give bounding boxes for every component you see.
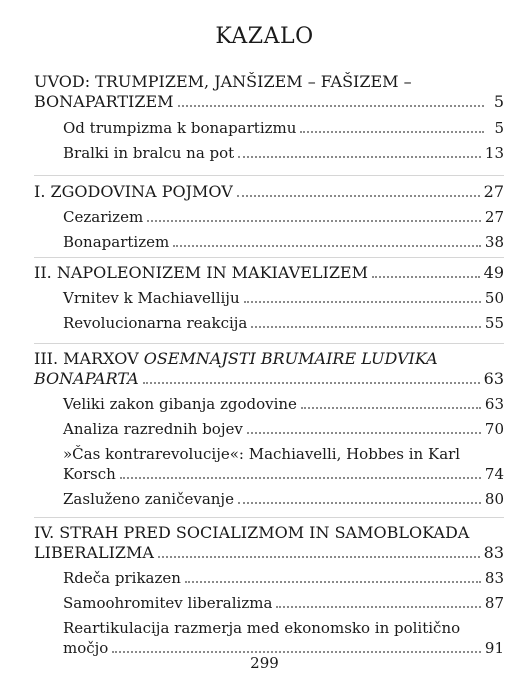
dot-leader — [185, 581, 481, 583]
toc-entry-label: Zasluženo zaničevanje — [63, 490, 234, 508]
toc-entry-label: Vrnitev k Machiavelliju — [63, 289, 240, 307]
dot-leader — [247, 432, 481, 434]
toc-section-heading[interactable] — [34, 543, 504, 563]
dot-leader — [238, 156, 481, 158]
dot-leader — [120, 477, 481, 479]
toc-page-number: 83 — [484, 569, 504, 587]
dot-leader — [244, 301, 481, 303]
toc-entry-label-cont: močjo — [63, 639, 109, 657]
dot-leader — [173, 245, 481, 247]
toc-entry-line — [34, 618, 504, 638]
table-of-contents — [34, 72, 504, 658]
dot-leader — [158, 556, 480, 558]
toc-section-title: IV. STRAH PRED SOCIALIZMOM IN SAMOBLOKADA — [34, 523, 470, 542]
toc-page-number: 70 — [484, 420, 504, 438]
toc-entry[interactable] — [34, 394, 504, 414]
toc-page-number: 63 — [483, 369, 504, 388]
toc-page-number: 27 — [483, 182, 504, 201]
toc-section — [34, 517, 504, 658]
toc-entry[interactable] — [34, 313, 504, 333]
toc-entry-label: Reartikulacija razmerja med ekonomsko in politično — [63, 619, 461, 637]
toc-entry-label: Rdeča prikazen — [63, 569, 181, 587]
dot-leader — [238, 502, 481, 504]
toc-section-heading[interactable] — [34, 92, 504, 112]
toc-section-title: I. ZGODOVINA POJMOV — [34, 182, 233, 201]
toc-section-title-italic: OSEMNAJSTI BRUMAIRE LUDVIKA — [143, 349, 438, 368]
toc-section-title: UVOD: TRUMPIZEM, JANŠIZEM – FAŠIZEM – — [34, 72, 412, 91]
toc-page-number: 91 — [484, 639, 504, 657]
toc-page-number: 83 — [483, 543, 504, 562]
toc-entry[interactable] — [34, 232, 504, 252]
toc-page-number: 5 — [493, 92, 504, 111]
toc-page-number: 49 — [483, 263, 504, 282]
toc-page-number: 87 — [484, 594, 504, 612]
dot-leader — [251, 326, 481, 328]
toc-entry[interactable] — [34, 207, 504, 227]
toc-page-number: 27 — [484, 208, 504, 226]
toc-entry-label: Analiza razrednih bojev — [63, 420, 243, 438]
toc-entry-label: Revolucionarna reakcija — [63, 314, 248, 332]
toc-section — [34, 257, 504, 333]
dot-leader — [301, 407, 481, 409]
toc-section-heading[interactable] — [34, 263, 504, 283]
toc-section-title — [34, 349, 438, 369]
toc-section — [34, 175, 504, 252]
toc-entry-label: Samoohromitev liberalizma — [63, 594, 273, 612]
toc-entry[interactable] — [34, 419, 504, 439]
toc-section-title-line — [34, 72, 504, 92]
toc-entry-label: Veliki zakon gibanja zgodovine — [63, 395, 297, 413]
toc-page-number: 55 — [484, 314, 504, 332]
toc-entry-label: Od trumpizma k bonapartizmu — [63, 119, 297, 137]
toc-entry[interactable] — [34, 288, 504, 308]
dot-leader — [276, 606, 481, 608]
toc-entry-label: Bralki in bralcu na pot — [63, 144, 235, 162]
toc-page-number: 74 — [484, 465, 504, 483]
dot-leader — [237, 195, 480, 197]
toc-page-number: 5 — [494, 119, 504, 137]
toc-section-title-prefix: III. MARXOV — [34, 349, 144, 368]
toc-section — [34, 72, 504, 163]
toc-entry[interactable] — [34, 464, 504, 484]
toc-entry[interactable] — [34, 593, 504, 613]
toc-entry-label: »Čas kontrarevolucije«: Machiavelli, Hobbes in Karl — [63, 445, 461, 463]
toc-page-number: 50 — [484, 289, 504, 307]
toc-entry[interactable] — [34, 143, 504, 163]
dot-leader — [147, 220, 481, 222]
dot-leader — [300, 131, 484, 133]
toc-section-title-cont: BONAPARTIZEM — [34, 92, 174, 111]
dot-leader — [143, 382, 480, 384]
toc-section-heading[interactable] — [34, 369, 504, 389]
dot-leader — [112, 651, 481, 653]
toc-entry[interactable] — [34, 568, 504, 588]
toc-section — [34, 343, 504, 509]
toc-entry[interactable] — [34, 489, 504, 509]
toc-page-number: 63 — [484, 395, 504, 413]
dot-leader — [178, 105, 484, 107]
toc-entry[interactable] — [34, 118, 504, 138]
toc-entry-label-cont: Korsch — [63, 465, 116, 483]
toc-section-title-line — [34, 523, 504, 543]
page-footer-number: 299 — [250, 654, 279, 672]
toc-page-number: 38 — [484, 233, 504, 251]
toc-page-number: 80 — [484, 490, 504, 508]
toc-entry-line — [34, 444, 504, 464]
toc-section-title-cont: LIBERALIZMA — [34, 543, 154, 562]
toc-section-title-line — [34, 349, 504, 369]
page-title: KAZALO — [215, 24, 314, 49]
toc-section-title: II. NAPOLEONIZEM IN MAKIAVELIZEM — [34, 263, 368, 282]
toc-entry-label: Cezarizem — [63, 208, 144, 226]
toc-section-title-cont: BONAPARTA — [34, 369, 139, 388]
toc-page-number: 13 — [484, 144, 504, 162]
toc-entry-label: Bonapartizem — [63, 233, 170, 251]
toc-section-heading[interactable] — [34, 182, 504, 202]
dot-leader — [372, 276, 480, 278]
